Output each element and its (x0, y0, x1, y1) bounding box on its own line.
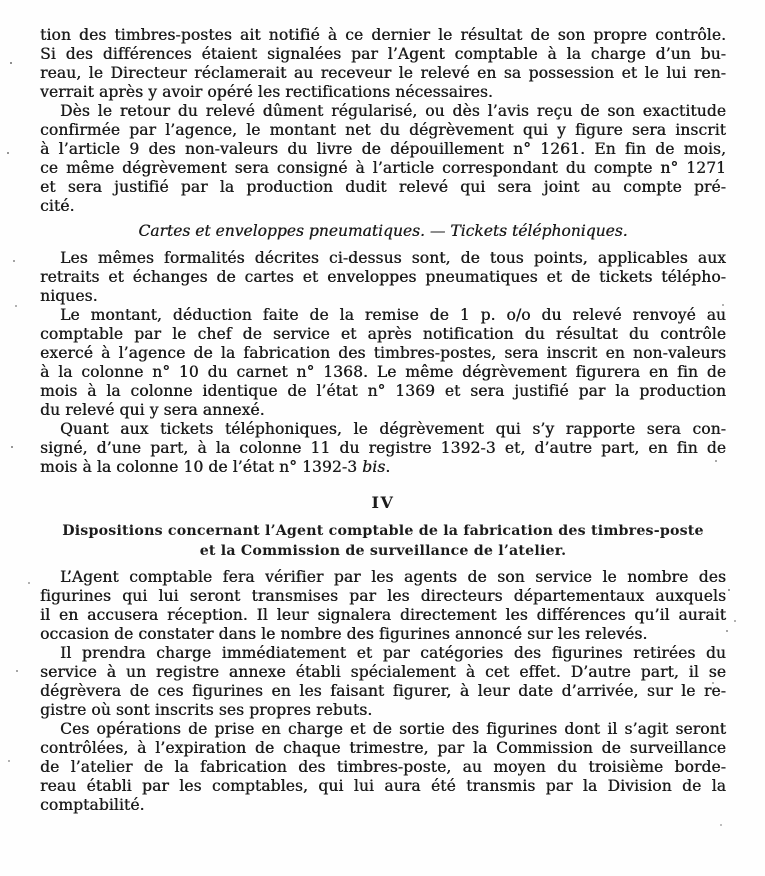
text-line: reau établi par les comptables, qui lui aura été transmis par la Division de la (40, 777, 726, 795)
paragraph (40, 102, 726, 216)
text-line: figurines qui lui seront transmises par les directeurs départementaux auxquels (40, 587, 726, 605)
bold-heading (40, 521, 726, 561)
text-line: confirmée par l’agence, le montant net du dégrèvement qui y figure sera inscrit (40, 121, 726, 139)
italic-subheading: Cartes et enveloppes pneumatiques. — Tickets téléphoniques. (138, 222, 628, 240)
text-line: de l’atelier de la fabrication des timbres-poste, au moyen du troisième borde- (40, 758, 726, 776)
text-line: et sera justifié par la production dudit relevé qui sera joint au compte pré- (40, 178, 726, 196)
text-line: Dès le retour du relevé dûment régularisé, ou dès l’avis reçu de son exactitude (60, 102, 726, 120)
text-line: à la colonne n° 10 du carnet n° 1368. Le même dégrèvement figurera en fin de (40, 363, 726, 381)
paragraph (40, 306, 726, 420)
text-line: Quant aux tickets téléphoniques, le dégrèvement qui s’y rapporte sera con- (60, 420, 726, 438)
text-line: comptabilité. (40, 796, 145, 814)
text-line: Ces opérations de prise en charge et de sortie des figurines dont il s’agit seront (60, 720, 726, 738)
text-line: gistre où sont inscrits ses propres rebuts. (40, 701, 373, 719)
text-line: Le montant, déduction faite de la remise de 1 p. o/o du relevé renvoyé au (60, 306, 726, 324)
text-line: niques. (40, 287, 98, 305)
text-line: il en accusera réception. Il leur signalera directement les différences qu’il aurait (40, 606, 726, 624)
text-line: signé, d’une part, à la colonne 11 du registre 1392-3 et, d’autre part, en fin de (40, 439, 726, 457)
text-line: ce même dégrèvement sera consigné à l’article correspondant du compte n° 1271 (40, 159, 726, 177)
text-line: contrôlées, à l’expiration de chaque trimestre, par la Commission de surveillance (40, 739, 726, 757)
text-column (40, 26, 726, 815)
text-line: à l’article 9 des non-valeurs du livre de dépouillement n° 1261. En fin de mois, (40, 140, 726, 158)
paragraph (40, 720, 726, 815)
text-line: dégrèvera de ces figurines en les faisant figurer, à leur date d’arrivée, sur le re- (40, 682, 726, 700)
text-line: mois à la colonne identique de l’état n° 1369 et sera justifié par la production (40, 382, 726, 400)
text-line: Si des différences étaient signalées par l’Agent comptable à la charge d’un bu- (40, 45, 726, 63)
paragraph (40, 26, 726, 102)
text-line: reau, le Directeur réclamerait au receveur le relevé en sa possession et le lui ren- (40, 64, 726, 82)
text-line: mois à la colonne 10 de l’état n° 1392-3 bis. (40, 458, 391, 476)
paragraph (40, 420, 726, 477)
paragraph (40, 644, 726, 720)
text-line: Il prendra charge immédiatement et par catégories des figurines retirées du (60, 644, 726, 662)
text-line: retraits et échanges de cartes et enveloppes pneumatiques et de tickets télépho- (40, 268, 726, 286)
text-line: comptable par le chef de service et après notification du résultat du contrôle (40, 325, 726, 343)
heading-line: Dispositions concernant l’Agent comptable de la fabrication des timbres-poste (62, 523, 704, 539)
text-line: du relevé qui y sera annexé. (40, 401, 265, 419)
text-line: L’Agent comptable fera vérifier par les agents de son service le nombre des (60, 568, 726, 586)
text-line: Les mêmes formalités décrites ci-dessus sont, de tous points, applicables aux (60, 249, 726, 267)
text-line: occasion de constater dans le nombre des figurines annoncé sur les relevés. (40, 625, 648, 643)
heading-line: et la Commission de surveillance de l’atelier. (199, 543, 567, 559)
paragraph (40, 568, 726, 644)
section-number: IV (371, 493, 395, 512)
text-line: verrait après y avoir opéré les rectifications nécessaires. (40, 83, 493, 101)
paragraph (40, 249, 726, 306)
text-line: tion des timbres-postes ait notifié à ce dernier le résultat de son propre contrôle. (40, 26, 726, 44)
text-line: exercé à l’agence de la fabrication des timbres-postes, sera inscrit en non-valeurs (40, 344, 726, 362)
text-line: service à un registre annexe établi spécialement à cet effet. D’autre part, il se (40, 663, 726, 681)
text-line: cité. (40, 197, 75, 215)
